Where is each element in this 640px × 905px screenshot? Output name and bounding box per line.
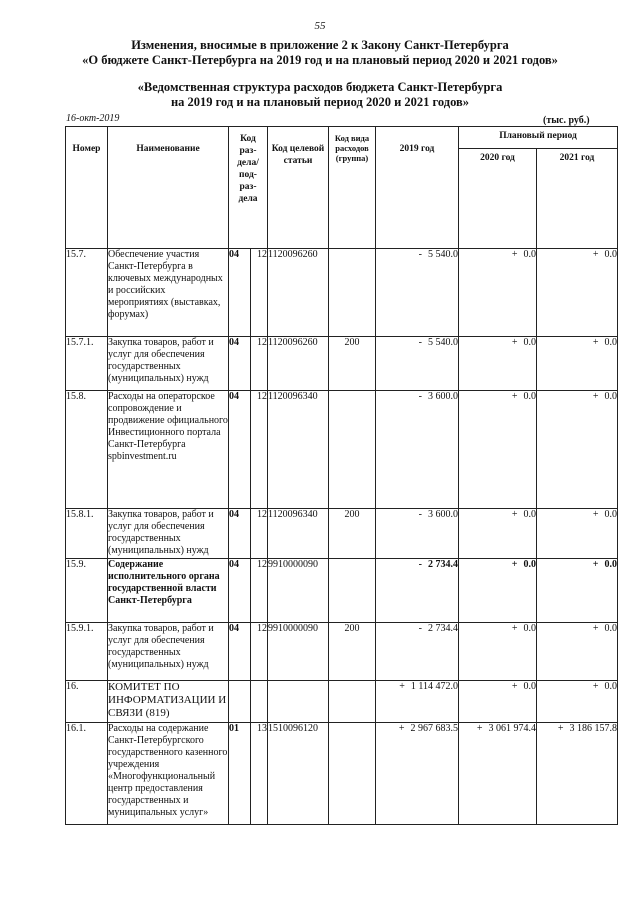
row-amount-2020 <box>459 337 537 391</box>
table-row <box>66 249 618 337</box>
amount-sign: - <box>418 559 422 570</box>
amount-value: 5 540.0 <box>428 337 458 348</box>
row-number: 15.7. <box>66 249 108 337</box>
row-subsection: 12 <box>251 249 268 337</box>
amount-sign: + <box>557 723 564 734</box>
title-line-1: Изменения, вносимые в приложение 2 к Закону Санкт-Петербурга <box>131 38 509 52</box>
row-section: 04 <box>229 391 251 509</box>
row-section: 04 <box>229 337 251 391</box>
amount-sign: + <box>592 623 599 634</box>
row-amount-2019 <box>376 623 459 681</box>
row-amount-2019 <box>376 559 459 623</box>
row-amount-2021 <box>537 249 618 337</box>
row-amount-2019 <box>376 681 459 723</box>
document-date: 16-окт-2019 <box>66 113 120 124</box>
row-name: Закупка товаров, работ и услуг для обеспечения государственных (муниципальных) нужд <box>108 509 229 559</box>
table-row <box>66 337 618 391</box>
amount-value: 0.0 <box>604 681 617 692</box>
amount-value: 0.0 <box>604 559 617 570</box>
table-row <box>66 723 618 825</box>
amount-sign: + <box>511 559 518 570</box>
row-name: Обеспечение участия Санкт-Петербурга в ключевых международных и российских мероприятиях (выставках, форумах) <box>108 249 229 337</box>
row-amount-2020 <box>459 723 537 825</box>
row-number: 16. <box>66 681 108 723</box>
row-expense-type: 200 <box>329 337 376 391</box>
row-section: 04 <box>229 509 251 559</box>
row-amount-2021 <box>537 681 618 723</box>
row-subsection: 12 <box>251 337 268 391</box>
header-2021: 2021 год <box>537 149 618 249</box>
row-amount-2020 <box>459 681 537 723</box>
page-number: 55 <box>314 20 326 32</box>
amount-sign: + <box>511 391 518 402</box>
header-number: Номер <box>66 127 108 249</box>
row-number: 15.9. <box>66 559 108 623</box>
units-label: (тыс. руб.) <box>543 115 590 126</box>
table-title <box>0 80 640 110</box>
row-target-code: 1120096340 <box>268 391 329 509</box>
amount-value: 1 114 472.0 <box>410 681 458 692</box>
row-number: 15.8.1. <box>66 509 108 559</box>
amount-sign: - <box>418 509 422 520</box>
amount-sign: + <box>398 723 405 734</box>
amount-value: 2 734.4 <box>428 559 458 570</box>
row-amount-2020 <box>459 509 537 559</box>
amount-value: 0.0 <box>523 337 536 348</box>
amount-value: 0.0 <box>523 249 536 260</box>
table-row <box>66 391 618 509</box>
amount-value: 2 734.4 <box>428 623 458 634</box>
row-name: Закупка товаров, работ и услуг для обеспечения государственных (муниципальных) нужд <box>108 623 229 681</box>
amount-sign: + <box>592 559 599 570</box>
amount-sign: - <box>418 391 422 402</box>
row-target-code: 9910000090 <box>268 623 329 681</box>
amount-sign: + <box>592 249 599 260</box>
amount-sign: + <box>511 623 518 634</box>
amount-sign: + <box>476 723 483 734</box>
header-2020: 2020 год <box>459 149 537 249</box>
amount-value: 3 600.0 <box>428 391 458 402</box>
row-subsection: 13 <box>251 723 268 825</box>
row-name: КОМИТЕТ ПО ИНФОРМАТИЗАЦИИ И СВЯЗИ (819) <box>108 681 229 723</box>
row-name: Содержание исполнительного органа государственной власти Санкт-Петербурга <box>108 559 229 623</box>
row-target-code: 9910000090 <box>268 559 329 623</box>
row-section <box>229 681 251 723</box>
header-plan-period: Плановый период <box>459 127 618 149</box>
row-amount-2019 <box>376 391 459 509</box>
amount-value: 0.0 <box>604 337 617 348</box>
row-expense-type <box>329 249 376 337</box>
row-section: 04 <box>229 559 251 623</box>
amount-value: 0.0 <box>523 391 536 402</box>
amount-value: 3 186 157.8 <box>569 723 617 734</box>
header-name: Наименование <box>108 127 229 249</box>
amount-value: 2 967 683.5 <box>410 723 458 734</box>
row-expense-type: 200 <box>329 623 376 681</box>
row-expense-type: 200 <box>329 509 376 559</box>
table-row <box>66 623 618 681</box>
row-amount-2021 <box>537 559 618 623</box>
row-amount-2019 <box>376 337 459 391</box>
amount-sign: + <box>511 249 518 260</box>
amount-sign: + <box>592 391 599 402</box>
row-expense-type <box>329 559 376 623</box>
row-amount-2020 <box>459 249 537 337</box>
amount-sign: + <box>511 509 518 520</box>
table-row <box>66 559 618 623</box>
row-target-code: 1120096340 <box>268 509 329 559</box>
row-expense-type <box>329 723 376 825</box>
row-name: Расходы на содержание Санкт-Петербургского государственного казенного учреждения «Многофункциональный центр предоставления государственных и муниципальных услуг» <box>108 723 229 825</box>
table-row <box>66 509 618 559</box>
amount-value: 0.0 <box>604 623 617 634</box>
row-name: Расходы на операторское сопровождение и продвижение официального Инвестиционного портала Санкт-Петербурга spbinvestment.ru <box>108 391 229 509</box>
row-subsection: 12 <box>251 559 268 623</box>
row-expense-type <box>329 391 376 509</box>
row-target-code <box>268 681 329 723</box>
row-target-code: 1510096120 <box>268 723 329 825</box>
amount-sign: + <box>399 681 405 692</box>
row-amount-2021 <box>537 391 618 509</box>
row-subsection: 12 <box>251 623 268 681</box>
amount-value: 3 061 974.4 <box>488 723 536 734</box>
amount-sign: - <box>418 337 422 348</box>
row-amount-2020 <box>459 623 537 681</box>
amount-sign: + <box>592 681 599 692</box>
row-amount-2019 <box>376 509 459 559</box>
header-row <box>66 127 618 149</box>
title-line-3: «Ведомственная структура расходов бюджета Санкт-Петербурга <box>137 80 503 94</box>
row-amount-2019 <box>376 249 459 337</box>
amount-sign: - <box>418 249 422 260</box>
row-subsection: 12 <box>251 391 268 509</box>
table-row <box>66 681 618 723</box>
header-target-code: Код целевой статьи <box>268 127 329 249</box>
row-amount-2019 <box>376 723 459 825</box>
amount-value: 0.0 <box>604 249 617 260</box>
row-expense-type <box>329 681 376 723</box>
row-amount-2020 <box>459 391 537 509</box>
row-amount-2021 <box>537 723 618 825</box>
row-subsection: 12 <box>251 509 268 559</box>
row-section: 01 <box>229 723 251 825</box>
row-amount-2021 <box>537 337 618 391</box>
header-expense-type-code: Код вида расходов (группа) <box>329 127 376 249</box>
amount-value: 3 600.0 <box>428 509 458 520</box>
header-2019: 2019 год <box>376 127 459 249</box>
amount-sign: + <box>592 509 599 520</box>
amount-value: 0.0 <box>604 391 617 402</box>
title-line-2: «О бюджете Санкт-Петербурга на 2019 год и на плановый период 2020 и 2021 годов» <box>82 53 558 67</box>
amount-value: 0.0 <box>604 509 617 520</box>
row-amount-2021 <box>537 623 618 681</box>
amount-sign: + <box>511 337 518 348</box>
row-target-code: 1120096260 <box>268 337 329 391</box>
title-line-4: на 2019 год и на плановый период 2020 и 2021 годов» <box>170 95 470 109</box>
row-amount-2020 <box>459 559 537 623</box>
row-name: Закупка товаров, работ и услуг для обеспечения государственных (муниципальных) нужд <box>108 337 229 391</box>
document-title <box>0 38 640 68</box>
amount-value: 0.0 <box>523 623 536 634</box>
row-section: 04 <box>229 623 251 681</box>
row-section: 04 <box>229 249 251 337</box>
amount-sign: + <box>511 681 518 692</box>
row-number: 16.1. <box>66 723 108 825</box>
amount-value: 0.0 <box>523 559 536 570</box>
amount-value: 5 540.0 <box>428 249 458 260</box>
amount-value: 0.0 <box>523 681 536 692</box>
row-subsection <box>251 681 268 723</box>
amount-sign: - <box>418 623 422 634</box>
expenditure-table <box>65 126 618 825</box>
amount-sign: + <box>592 337 599 348</box>
amount-value: 0.0 <box>523 509 536 520</box>
row-number: 15.9.1. <box>66 623 108 681</box>
row-number: 15.8. <box>66 391 108 509</box>
row-target-code: 1120096260 <box>268 249 329 337</box>
row-number: 15.7.1. <box>66 337 108 391</box>
row-amount-2021 <box>537 509 618 559</box>
header-section-code: Код раз-дела/ под-раз-дела <box>229 127 268 249</box>
